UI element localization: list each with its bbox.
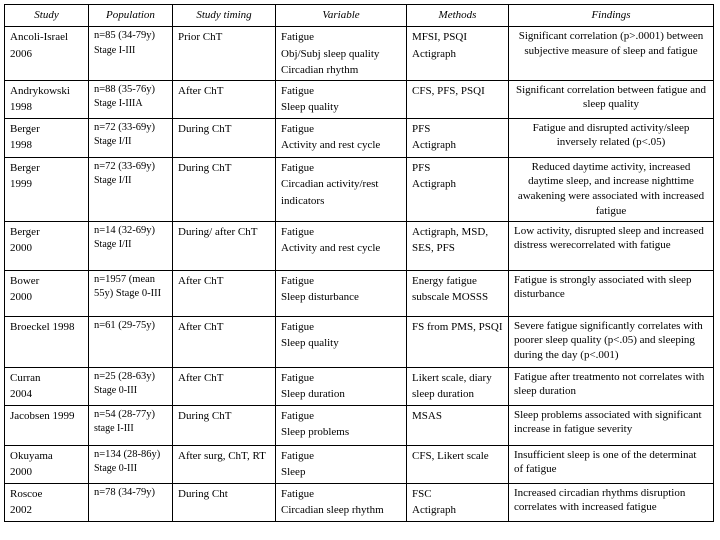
variable-line: Fatigue [281,122,314,135]
methods-line: Likert scale, diary sleep duration [412,371,492,400]
methods-cell [407,221,509,270]
findings-cell [509,270,714,316]
variable-line: Fatigue [281,487,314,500]
methods-line: Actigraph [412,504,456,516]
timing-cell: After ChT [173,80,276,118]
study-line: Berger [10,225,40,238]
study-cell [5,118,89,157]
table-row [5,221,714,270]
methods-line: Actigraph [412,139,456,151]
timing-cell: After ChT [173,270,276,316]
population-line: stage I-III [94,423,134,435]
study-cell [5,270,89,316]
population-line: n=72 (33-69y) [94,121,156,133]
findings-cell [509,27,714,81]
table-row [5,367,714,405]
population-line: Stage I/II [94,175,132,187]
variable-cell [276,118,407,157]
table-row [5,27,714,81]
population-line: n=61 (29-75y) [94,319,156,331]
methods-cell [407,80,509,118]
variable-line: Sleep quality [281,337,339,349]
variable-line: Circadian rhythm [281,64,359,76]
methods-line: Actigraph, MSD, SES, PFS [412,225,489,254]
header-variable: Variable [276,5,407,27]
study-cell [5,27,89,81]
study-line: 2000 [10,291,32,303]
study-cell [5,483,89,521]
study-line: Andrykowski [10,84,70,97]
variable-cell [276,157,407,221]
study-cell [5,367,89,405]
variable-line: Fatigue [281,320,314,333]
variable-line: Obj/Subj sleep quality [281,47,380,60]
variable-line: Circadian activity/rest indicators [281,178,379,207]
header-study-timing: Study timing [173,5,276,27]
findings-text: Fatigue after treatmento not correlates with sleep duration [514,370,705,398]
findings-cell [509,445,714,483]
timing-cell: During ChT [173,157,276,221]
variable-cell [276,27,407,81]
variable-line: Fatigue [281,274,314,287]
methods-line: FS from PMS, PSQI [412,320,503,333]
study-cell [5,221,89,270]
table-row [5,118,714,157]
population-line: Stage I/II [94,239,132,251]
studies-table [4,4,714,522]
table-row [5,445,714,483]
variable-cell [276,270,407,316]
methods-cell [407,483,509,521]
findings-cell [509,367,714,405]
timing-cell: During/ after ChT [173,221,276,270]
population-cell [89,221,173,270]
variable-line: Sleep duration [281,388,345,400]
population-cell [89,445,173,483]
findings-cell [509,80,714,118]
variable-cell [276,405,407,445]
variable-cell [276,80,407,118]
population-line: n=25 (28-63y) [94,370,156,382]
table-row [5,80,714,118]
variable-line: Fatigue [281,225,314,238]
timing-cell: After ChT [173,367,276,405]
findings-cell [509,483,714,521]
population-line: n=134 (28-86y) [94,448,161,460]
methods-line: CFS, PFS, PSQI [412,84,485,97]
findings-text: Significant correlation between fatigue and sleep quality [516,83,706,111]
study-line: 2000 [10,466,32,478]
population-cell [89,157,173,221]
timing-cell: During Cht [173,483,276,521]
methods-line: Energy fatigue subscale MOSSS [412,274,489,303]
table-row [5,405,714,445]
population-line: n=85 (34-79y) [94,30,156,41]
study-line: Berger [10,161,40,174]
variable-cell [276,221,407,270]
findings-cell [509,118,714,157]
population-line: Stage I-IIIA [94,98,143,110]
timing-cell: Prior ChT [173,27,276,81]
variable-line: Sleep disturbance [281,291,359,303]
study-line: 1999 [10,178,32,190]
population-cell [89,270,173,316]
methods-cell [407,27,509,81]
study-line: Roscoe [10,487,43,500]
variable-line: Sleep problems [281,426,350,438]
findings-text: Low activity, disrupted sleep and increased distress werecorrelated with fatigue [514,224,704,252]
findings-text: Insufficient sleep is one of the determinat of fatigue [514,448,697,476]
study-cell [5,316,89,367]
study-line: 1998 [10,139,32,151]
variable-cell [276,316,407,367]
findings-text: Sleep problems associated with significant increase in fatigue severity [514,408,702,436]
study-cell [5,157,89,221]
variable-line: Activity and rest cycle [281,139,381,151]
population-line: n=14 (32-69y) [94,224,156,236]
variable-cell [276,367,407,405]
population-cell [89,80,173,118]
study-line: Jacobsen 1999 [10,409,75,422]
variable-line: Fatigue [281,31,314,43]
methods-line: MFSI, PSQI [412,31,468,43]
population-cell [89,118,173,157]
findings-text: Reduced daytime activity, increased daytime sleep, and increase nighttime awakening were associated with increased fatigue [517,160,705,218]
variable-line: Fatigue [281,449,314,462]
methods-cell [407,405,509,445]
variable-line: Fatigue [281,371,314,384]
study-cell [5,405,89,445]
variable-line: Sleep quality [281,101,339,113]
findings-cell [509,157,714,221]
population-cell [89,405,173,445]
findings-text: Increased circadian rhythms disruption correlates with increased fatigue [514,486,686,514]
study-line: 2002 [10,504,32,516]
methods-line: PFS [412,161,431,174]
methods-cell [407,445,509,483]
study-line: Berger [10,122,40,135]
population-line: Stage 0-III [94,385,138,397]
header-population: Population [89,5,173,27]
timing-cell: During ChT [173,118,276,157]
population-line: Stage I/II [94,136,132,148]
study-line: 1998 [10,101,32,113]
study-table-container [4,4,713,522]
population-line: n=54 (28-77y) [94,408,156,420]
table-row [5,483,714,521]
study-line: Broeckel 1998 [10,320,75,333]
population-cell [89,483,173,521]
variable-line: Fatigue [281,161,314,174]
methods-cell [407,367,509,405]
methods-line: PFS [412,122,431,135]
findings-cell [509,221,714,270]
study-line: Okuyama [10,449,53,462]
study-line: 2000 [10,242,32,254]
population-line: n=88 (35-76y) [94,83,156,95]
methods-line: CFS, Likert scale [412,449,489,462]
methods-line: Actigraph [412,178,456,190]
methods-cell [407,316,509,367]
study-line: Bower [10,274,40,287]
methods-line: MSAS [412,409,442,422]
timing-cell: During ChT [173,405,276,445]
population-line: n=1957 (mean 55y) Stage 0-III [94,273,162,300]
population-cell [89,27,173,81]
variable-line: Fatigue [281,84,314,97]
table-row [5,157,714,221]
table-body [5,27,714,522]
header-findings: Findings [509,5,714,27]
header-study: Study [5,5,89,27]
table-row [5,270,714,316]
findings-text: Fatigue and disrupted activity/sleep inversely related (p<.05) [532,121,690,149]
study-cell [5,445,89,483]
population-cell [89,316,173,367]
findings-text: Fatigue is strongly associated with sleep disturbance [514,273,692,301]
study-line: 2004 [10,388,32,400]
study-line: 2006 [10,47,32,60]
methods-line: Actigraph [412,47,456,60]
study-line: Ancoli-Israel [10,31,69,43]
study-line: Curran [10,371,41,384]
findings-cell [509,316,714,367]
population-line: Stage 0-III [94,463,138,475]
methods-line: FSC [412,487,432,500]
methods-cell [407,118,509,157]
population-line: Stage I-III [94,44,136,56]
findings-text: Significant correlation (p>.0001) between subjective measure of sleep and fatigue [518,30,704,57]
table-row [5,316,714,367]
header-row [5,5,714,27]
population-line: n=78 (34-79y) [94,486,156,498]
findings-text: Severe fatigue significantly correlates with poorer sleep quality (p<.05) and sleeping during the day (p<.001) [514,319,703,362]
header-methods: Methods [407,5,509,27]
variable-cell [276,445,407,483]
variable-line: Fatigue [281,409,314,422]
methods-cell [407,270,509,316]
variable-line: Activity and rest cycle [281,242,381,254]
variable-cell [276,483,407,521]
population-line: n=72 (33-69y) [94,160,156,172]
variable-line: Circadian sleep rhythm [281,504,384,516]
study-cell [5,80,89,118]
findings-cell [509,405,714,445]
variable-line: Sleep [281,466,306,478]
population-cell [89,367,173,405]
timing-cell: After surg, ChT, RT [173,445,276,483]
timing-cell: After ChT [173,316,276,367]
methods-cell [407,157,509,221]
